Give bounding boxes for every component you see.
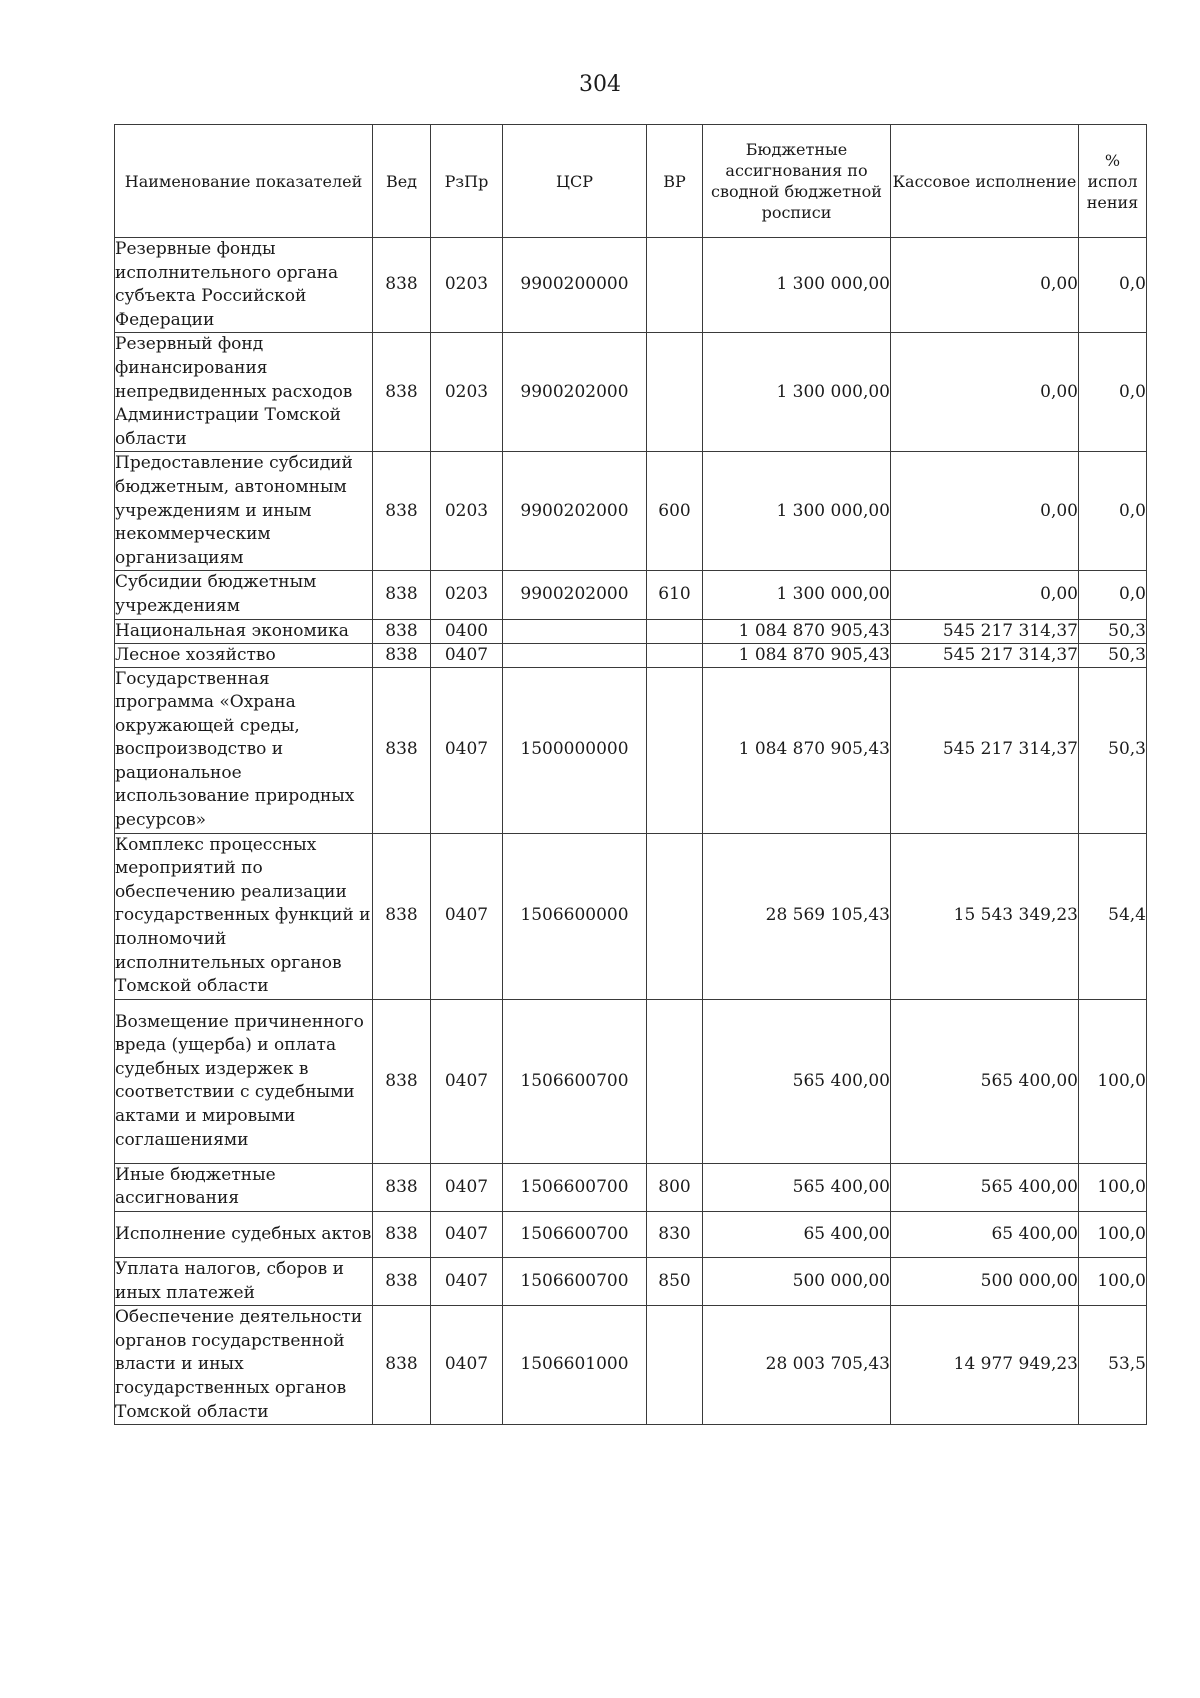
row-assignments: 1 300 000,00 <box>703 452 891 571</box>
row-csr <box>503 619 647 643</box>
table-row <box>115 1258 1147 1306</box>
row-assignments: 1 084 870 905,43 <box>703 643 891 667</box>
row-rzpr: 0407 <box>431 1212 503 1258</box>
row-execution-percent: 54,4 <box>1079 833 1147 999</box>
row-assignments: 65 400,00 <box>703 1212 891 1258</box>
row-execution-percent: 0,0 <box>1079 452 1147 571</box>
row-ved: 838 <box>373 238 431 333</box>
row-rzpr: 0203 <box>431 238 503 333</box>
row-vr: 830 <box>647 1212 703 1258</box>
row-ved: 838 <box>373 1163 431 1211</box>
row-csr: 1506600700 <box>503 1212 647 1258</box>
row-name: Национальная экономика <box>115 619 373 643</box>
row-vr <box>647 833 703 999</box>
row-csr: 1506601000 <box>503 1306 647 1425</box>
row-ved: 838 <box>373 999 431 1163</box>
row-csr: 9900202000 <box>503 333 647 452</box>
row-csr: 9900202000 <box>503 571 647 619</box>
table-row <box>115 452 1147 571</box>
row-csr: 1506600700 <box>503 999 647 1163</box>
row-execution-percent: 100,0 <box>1079 1258 1147 1306</box>
header-execution-percent: % испол нения <box>1079 125 1147 238</box>
row-vr <box>647 667 703 833</box>
row-rzpr: 0407 <box>431 999 503 1163</box>
row-csr <box>503 643 647 667</box>
row-rzpr: 0203 <box>431 452 503 571</box>
row-ved: 838 <box>373 333 431 452</box>
row-vr: 800 <box>647 1163 703 1211</box>
table-row <box>115 999 1147 1163</box>
table-row <box>115 333 1147 452</box>
row-name: Резервный фонд финансирования непредвиденных расходов Администрации Томской области <box>115 333 373 452</box>
table-row <box>115 619 1147 643</box>
table-row <box>115 1306 1147 1425</box>
header-cash-execution: Кассовое исполнение <box>891 125 1079 238</box>
row-cash-execution: 545 217 314,37 <box>891 643 1079 667</box>
row-cash-execution: 0,00 <box>891 571 1079 619</box>
row-cash-execution: 0,00 <box>891 333 1079 452</box>
header-csr: ЦСР <box>503 125 647 238</box>
header-assignments: Бюджетные ассигнования по сводной бюджетной росписи <box>703 125 891 238</box>
row-rzpr: 0407 <box>431 1306 503 1425</box>
row-csr: 1506600700 <box>503 1258 647 1306</box>
row-execution-percent: 0,0 <box>1079 571 1147 619</box>
table-row <box>115 643 1147 667</box>
row-execution-percent: 100,0 <box>1079 1212 1147 1258</box>
row-ved: 838 <box>373 1258 431 1306</box>
row-cash-execution: 0,00 <box>891 452 1079 571</box>
row-cash-execution: 545 217 314,37 <box>891 619 1079 643</box>
header-ved: Вед <box>373 125 431 238</box>
row-assignments: 28 003 705,43 <box>703 1306 891 1425</box>
row-name: Субсидии бюджетным учреждениям <box>115 571 373 619</box>
row-ved: 838 <box>373 619 431 643</box>
row-cash-execution: 500 000,00 <box>891 1258 1079 1306</box>
row-rzpr: 0407 <box>431 1163 503 1211</box>
row-vr <box>647 333 703 452</box>
table-row <box>115 238 1147 333</box>
row-assignments: 1 300 000,00 <box>703 238 891 333</box>
row-execution-percent: 50,3 <box>1079 619 1147 643</box>
row-name: Комплекс процессных мероприятий по обеспечению реализации государственных функций и полномочий исполнительных органов Томской области <box>115 833 373 999</box>
row-vr <box>647 619 703 643</box>
row-rzpr: 0203 <box>431 571 503 619</box>
row-rzpr: 0203 <box>431 333 503 452</box>
row-name: Лесное хозяйство <box>115 643 373 667</box>
row-csr: 1500000000 <box>503 667 647 833</box>
row-ved: 838 <box>373 667 431 833</box>
row-cash-execution: 15 543 349,23 <box>891 833 1079 999</box>
row-name: Резервные фонды исполнительного органа субъекта Российской Федерации <box>115 238 373 333</box>
row-assignments: 28 569 105,43 <box>703 833 891 999</box>
row-csr: 9900200000 <box>503 238 647 333</box>
row-csr: 9900202000 <box>503 452 647 571</box>
row-rzpr: 0407 <box>431 833 503 999</box>
row-ved: 838 <box>373 452 431 571</box>
row-execution-percent: 50,3 <box>1079 667 1147 833</box>
row-ved: 838 <box>373 643 431 667</box>
row-ved: 838 <box>373 1212 431 1258</box>
row-execution-percent: 53,5 <box>1079 1306 1147 1425</box>
row-name: Государственная программа «Охрана окружающей среды, воспроизводство и рациональное использование природных ресурсов» <box>115 667 373 833</box>
row-cash-execution: 0,00 <box>891 238 1079 333</box>
row-execution-percent: 0,0 <box>1079 333 1147 452</box>
row-vr <box>647 1306 703 1425</box>
row-vr: 600 <box>647 452 703 571</box>
row-execution-percent: 50,3 <box>1079 643 1147 667</box>
row-ved: 838 <box>373 571 431 619</box>
row-name: Обеспечение деятельности органов государственной власти и иных государственных органов Томской области <box>115 1306 373 1425</box>
row-vr: 610 <box>647 571 703 619</box>
row-ved: 838 <box>373 833 431 999</box>
row-cash-execution: 545 217 314,37 <box>891 667 1079 833</box>
row-name: Возмещение причиненного вреда (ущерба) и оплата судебных издержек в соответствии с судебными актами и мировыми соглашениями <box>115 999 373 1163</box>
row-csr: 1506600000 <box>503 833 647 999</box>
row-vr: 850 <box>647 1258 703 1306</box>
row-vr <box>647 643 703 667</box>
row-execution-percent: 100,0 <box>1079 999 1147 1163</box>
table-row <box>115 833 1147 999</box>
row-assignments: 1 300 000,00 <box>703 333 891 452</box>
table-row <box>115 571 1147 619</box>
page-number: 304 <box>579 72 621 97</box>
header-rzpr: РзПр <box>431 125 503 238</box>
table-row <box>115 667 1147 833</box>
row-cash-execution: 565 400,00 <box>891 1163 1079 1211</box>
row-assignments: 1 084 870 905,43 <box>703 667 891 833</box>
row-execution-percent: 100,0 <box>1079 1163 1147 1211</box>
row-rzpr: 0400 <box>431 619 503 643</box>
row-name: Исполнение судебных актов <box>115 1212 373 1258</box>
table-header-row <box>115 125 1147 238</box>
row-rzpr: 0407 <box>431 643 503 667</box>
row-assignments: 500 000,00 <box>703 1258 891 1306</box>
row-rzpr: 0407 <box>431 1258 503 1306</box>
row-cash-execution: 565 400,00 <box>891 999 1079 1163</box>
row-name: Иные бюджетные ассигнования <box>115 1163 373 1211</box>
row-ved: 838 <box>373 1306 431 1425</box>
row-assignments: 565 400,00 <box>703 999 891 1163</box>
header-vr: ВР <box>647 125 703 238</box>
row-csr: 1506600700 <box>503 1163 647 1211</box>
row-assignments: 565 400,00 <box>703 1163 891 1211</box>
row-vr <box>647 238 703 333</box>
row-vr <box>647 999 703 1163</box>
row-cash-execution: 65 400,00 <box>891 1212 1079 1258</box>
row-rzpr: 0407 <box>431 667 503 833</box>
header-name: Наименование показателей <box>115 125 373 238</box>
budget-execution-table <box>114 124 1147 1425</box>
row-assignments: 1 084 870 905,43 <box>703 619 891 643</box>
row-cash-execution: 14 977 949,23 <box>891 1306 1079 1425</box>
table-row <box>115 1212 1147 1258</box>
row-execution-percent: 0,0 <box>1079 238 1147 333</box>
row-name: Уплата налогов, сборов и иных платежей <box>115 1258 373 1306</box>
row-name: Предоставление субсидий бюджетным, автономным учреждениям и иным некоммерческим организациям <box>115 452 373 571</box>
row-assignments: 1 300 000,00 <box>703 571 891 619</box>
table-row <box>115 1163 1147 1211</box>
